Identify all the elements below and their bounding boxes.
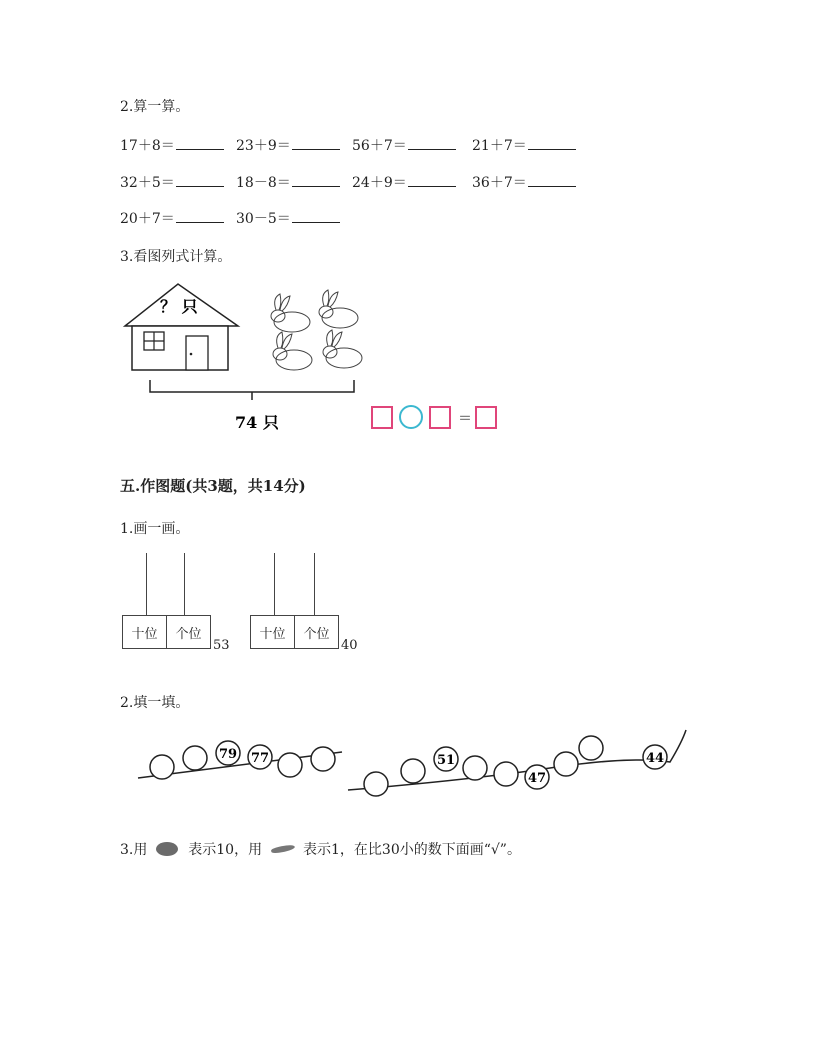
bead[interactable]	[278, 753, 302, 777]
question-2-title: 2.算一算。	[120, 99, 190, 115]
q5-3-mid2: 表示1，在比30小的数下面画“√”。	[303, 842, 521, 858]
answer-box[interactable]	[476, 407, 496, 428]
brace-line	[150, 380, 354, 400]
bead-number: 79	[218, 747, 238, 762]
fill-question-title: 2.填一填。	[120, 695, 190, 711]
abacus-rod	[314, 553, 315, 615]
answer-box[interactable]	[372, 407, 392, 428]
house-label: ？ 只	[160, 297, 198, 316]
equation-item: 21＋7＝	[472, 135, 576, 155]
equation-item: 23＋9＝	[236, 135, 340, 155]
q5-3-line	[120, 839, 521, 859]
equation-item: 32＋5＝	[120, 172, 224, 192]
equation-item: 30－5＝	[236, 208, 340, 228]
bead-chains	[130, 722, 695, 802]
bead[interactable]	[554, 752, 578, 776]
ones-cell: 个位	[175, 626, 202, 642]
bead[interactable]	[183, 746, 207, 770]
answer-box[interactable]	[430, 407, 450, 428]
total-label: 74 只	[235, 413, 279, 432]
bead-number: 77	[250, 751, 270, 766]
draw-question-title: 1.画一画。	[120, 521, 190, 537]
section-5-title: 五.作图题(共3题，共14分)	[120, 477, 306, 495]
bead[interactable]	[364, 772, 388, 796]
bead-chain-2	[364, 736, 667, 796]
number-label: 53	[213, 638, 230, 653]
stone-icon	[156, 842, 178, 856]
bead[interactable]	[579, 736, 603, 760]
equation-item: 20＋7＝	[120, 208, 224, 228]
bead[interactable]	[494, 762, 518, 786]
equation-item: 24＋9＝	[352, 172, 456, 192]
abacus-rod	[274, 553, 275, 615]
stick-icon	[270, 844, 295, 855]
q5-3-prefix: 3.用	[120, 842, 148, 858]
abacus-rod	[146, 553, 147, 615]
rabbit-icon	[271, 290, 362, 370]
abacus-rod	[184, 553, 185, 615]
bead[interactable]	[401, 759, 425, 783]
tens-cell: 十位	[251, 616, 295, 648]
equation-item: 17＋8＝	[120, 135, 224, 155]
operator-circle[interactable]	[400, 406, 422, 428]
place-value-box	[250, 615, 339, 649]
equals-sign: ＝	[458, 411, 472, 427]
question-3-title: 3.看图列式计算。	[120, 249, 232, 265]
place-value-box	[122, 615, 211, 649]
bead-number: 44	[645, 751, 665, 766]
bead[interactable]	[463, 756, 487, 780]
house-rabbits-figure	[118, 280, 508, 440]
equation-item: 56＋7＝	[352, 135, 456, 155]
bead[interactable]	[311, 747, 335, 771]
number-label: 40	[341, 638, 358, 653]
bead-number: 51	[436, 753, 456, 768]
bead[interactable]	[150, 755, 174, 779]
q5-3-mid1: 表示10，用	[188, 842, 263, 858]
ones-cell: 个位	[303, 626, 330, 642]
tens-cell: 十位	[123, 616, 167, 648]
chain-string	[348, 730, 686, 790]
bead-number: 47	[527, 771, 547, 786]
equation-item: 18－8＝	[236, 172, 340, 192]
equation-item: 36＋7＝	[472, 172, 576, 192]
